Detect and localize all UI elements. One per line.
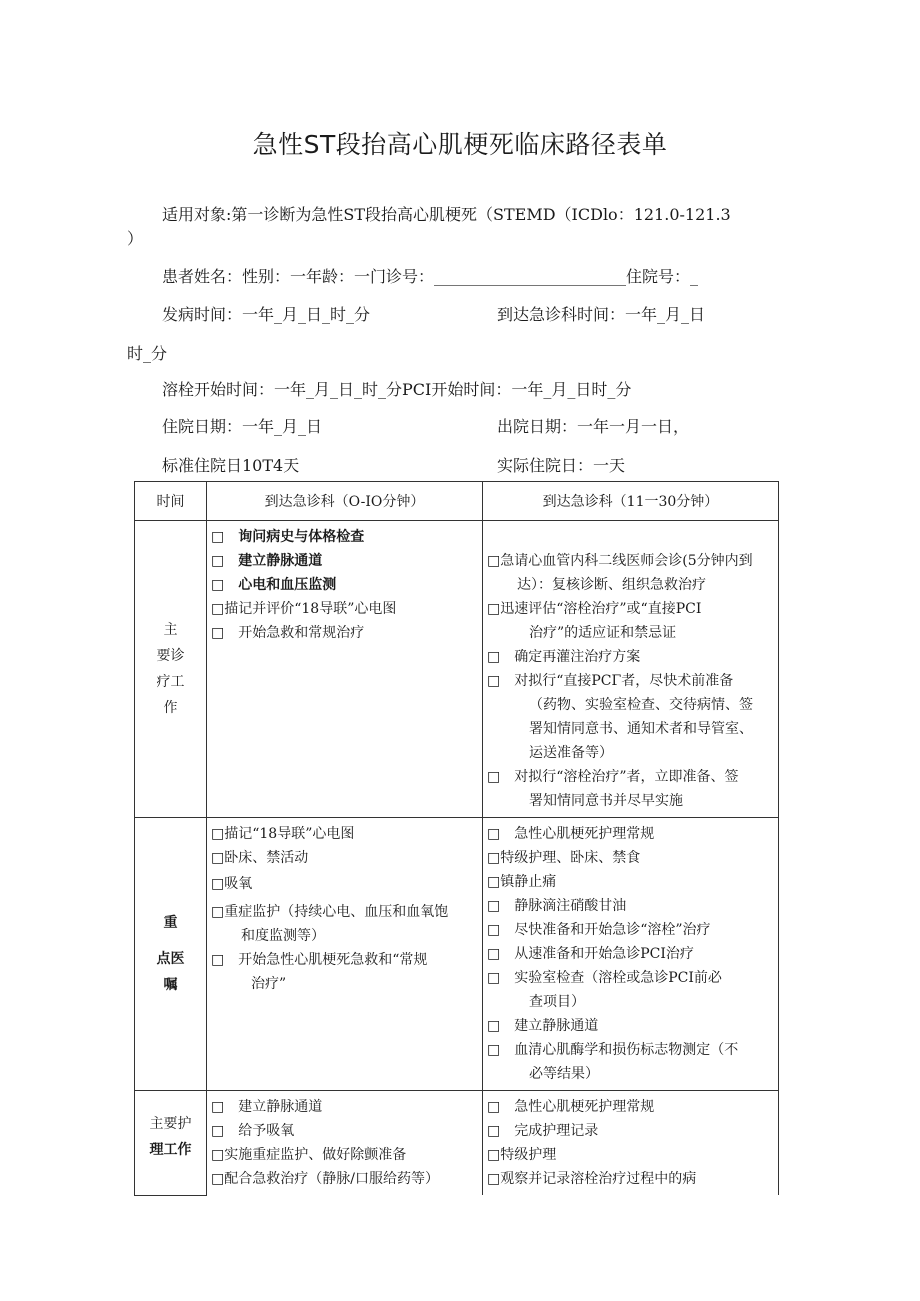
discharge-date: 出院日期：一年一月一日， (497, 417, 690, 436)
checklist-item[interactable]: □特级护理 (487, 1147, 557, 1163)
key-orders-11-30: □ 急性心肌梗死护理常规 □特级护理、卧床、禁食 □镇静止痛 □ 静脉滴注硝酸甘油 □ 尽快准备和开始急诊“溶栓”治疗 □ 从速准备和开始急诊PCI治疗 □ 实验室检查（溶栓或急诊PCI前必 查项目） □ 建立静脉通道 □ 血清心肌酶学和损伤标志物测定（不 必等结果） (483, 818, 779, 1091)
checklist-item[interactable]: □ 对拟行“直接PCΓ者，尽快术前准备 (487, 673, 734, 689)
checklist-item[interactable]: □观察并记录溶栓治疗过程中的病 (487, 1171, 697, 1187)
admission-date: 住院日期：一年_月_日 (162, 417, 323, 436)
arrival-time: 到达急诊科时间：一年_月_日 (497, 305, 706, 324)
actual-stay: 实际住院日：一天 (497, 456, 626, 475)
patient-info (162, 264, 698, 287)
checklist-item[interactable]: □重症监护（持续心电、血压和血氧饱 (211, 904, 449, 920)
checklist-item[interactable]: □ 从速准备和开始急诊PCI治疗 (487, 946, 694, 962)
nursing-11-30 (483, 1091, 779, 1196)
checklist-item[interactable]: □实施重症监护、做好除颤准备 (211, 1147, 407, 1163)
checklist-item[interactable]: □卧床、禁活动 (211, 850, 309, 866)
checklist-item[interactable]: □ 确定再灌注治疗方案 (487, 649, 641, 665)
checklist-item[interactable]: □配合急救治疗（静脉/口服给药等） (211, 1171, 439, 1187)
standard-stay: 标准住院日10T4天 (162, 456, 300, 475)
checklist-item[interactable]: □ 急性心肌梗死护理常规 (487, 1099, 655, 1115)
checklist-item[interactable]: □ 询问病史与体格检查 (211, 529, 365, 545)
checklist-item[interactable]: □ 完成护理记录 (487, 1123, 599, 1139)
header-time: 时间 (135, 482, 207, 521)
checklist-item[interactable]: □描记并评价“18导联”心电图 (211, 601, 397, 617)
checklist-item[interactable]: □迅速评估“溶栓治疗”或“直接PCI (487, 601, 702, 617)
checklist-item[interactable]: □ 建立静脉通道 (211, 553, 323, 569)
checklist-item[interactable]: □吸氧 (211, 876, 253, 892)
nursing-0-10 (207, 1091, 483, 1196)
inpatient-number-label: 住院号：_ (626, 267, 699, 286)
scope-line-cont: ） (127, 229, 144, 248)
checklist-item[interactable]: □描记“18导联”心电图 (211, 826, 355, 842)
checklist-item[interactable]: □ 实验室检查（溶栓或急诊PCI前必 (487, 970, 722, 986)
checklist-item[interactable]: □ 开始急救和常规治疗 (211, 625, 365, 641)
main-treatment-0-10 (207, 521, 483, 818)
arrival-time-cont: 时_分 (127, 344, 168, 363)
checklist-item[interactable]: □特级护理、卧床、禁食 (487, 850, 641, 866)
checklist-item[interactable]: □ 开始急性心肌梗死急救和“常规 (211, 952, 428, 968)
onset-time: 发病时间：一年_月_日_时_分 (162, 305, 371, 324)
patient-fields-label: 患者姓名：性别：一年龄：一门诊号： (162, 267, 435, 286)
checklist-item[interactable]: □镇静止痛 (487, 874, 557, 890)
row-label-main-treatment: 主 要诊 疗工 作 (135, 521, 207, 818)
checklist-item[interactable]: □ 急性心肌梗死护理常规 (487, 826, 655, 842)
checklist-item[interactable]: □ 建立静脉通道 (211, 1099, 323, 1115)
checklist-item[interactable]: □ 心电和血压监测 (211, 577, 337, 593)
outpatient-number-blank[interactable]: ________________________ (434, 267, 627, 286)
table-row-main-treatment (135, 521, 779, 818)
checklist-item[interactable]: □ 对拟行“溶栓治疗”者，立即准备、签 (487, 769, 739, 785)
main-treatment-11-30: □急请心血管内科二线医师会诊(5分钟内到 达）：复核诊断、组织急救治疗 □迅速评估“溶栓治疗”或“直接PCI 治疗”的适应证和禁忌证 □ 确定再灌注治疗方案 □ 对拟行“直接PCΓ者，尽快术前准备 （药物、实验室检查、交待病情、签 署知情同意书、通知术者和导管室、 运送准备等） □ 对拟行“溶栓治疗”者，立即准备、签 署知情同意书并尽早实施 (483, 521, 779, 818)
header-0-10min: 到达急诊科（O-IO分钟） (207, 482, 483, 521)
checklist-item[interactable]: □ 尽快准备和开始急诊“溶栓”治疗 (487, 922, 711, 938)
scope-line: 适用对象:第一诊断为急性ST段抬高心肌梗死（STEMD（ICDlo：121.0-121.3 (162, 205, 731, 224)
row-label-key-orders: 重 点医 嘱 (135, 818, 207, 1091)
key-orders-0-10: □描记“18导联”心电图 □卧床、禁活动 □吸氧 □重症监护（持续心电、血压和血氧饱 和度监测等） □ 开始急性心肌梗死急救和“常规 治疗” (207, 818, 483, 1091)
thrombolysis-pci-time: 溶栓开始时间：一年_月_日_时_分PCI开始时间：一年_月_日时_分 (162, 380, 632, 399)
checklist-item[interactable]: □ 给予吸氧 (211, 1123, 295, 1139)
checklist-item[interactable]: □急请心血管内科二线医师会诊(5分钟内到 (487, 553, 753, 569)
table-header-row (135, 482, 779, 521)
page-title: 急性ST段抬高心肌梗死临床路径表单 (252, 130, 668, 159)
table-row-nursing (135, 1091, 779, 1196)
row-label-nursing: 主要护 理工作 (135, 1091, 207, 1196)
clinical-pathway-table (134, 481, 779, 1196)
header-11-30min: 到达急诊科（11一30分钟） (483, 482, 779, 521)
checklist-item[interactable]: □ 静脉滴注硝酸甘油 (487, 898, 627, 914)
checklist-item[interactable]: □ 血清心肌酶学和损伤标志物测定（不 (487, 1042, 739, 1058)
table-row-key-orders (135, 818, 779, 1091)
checklist-item[interactable]: □ 建立静脉通道 (487, 1018, 599, 1034)
